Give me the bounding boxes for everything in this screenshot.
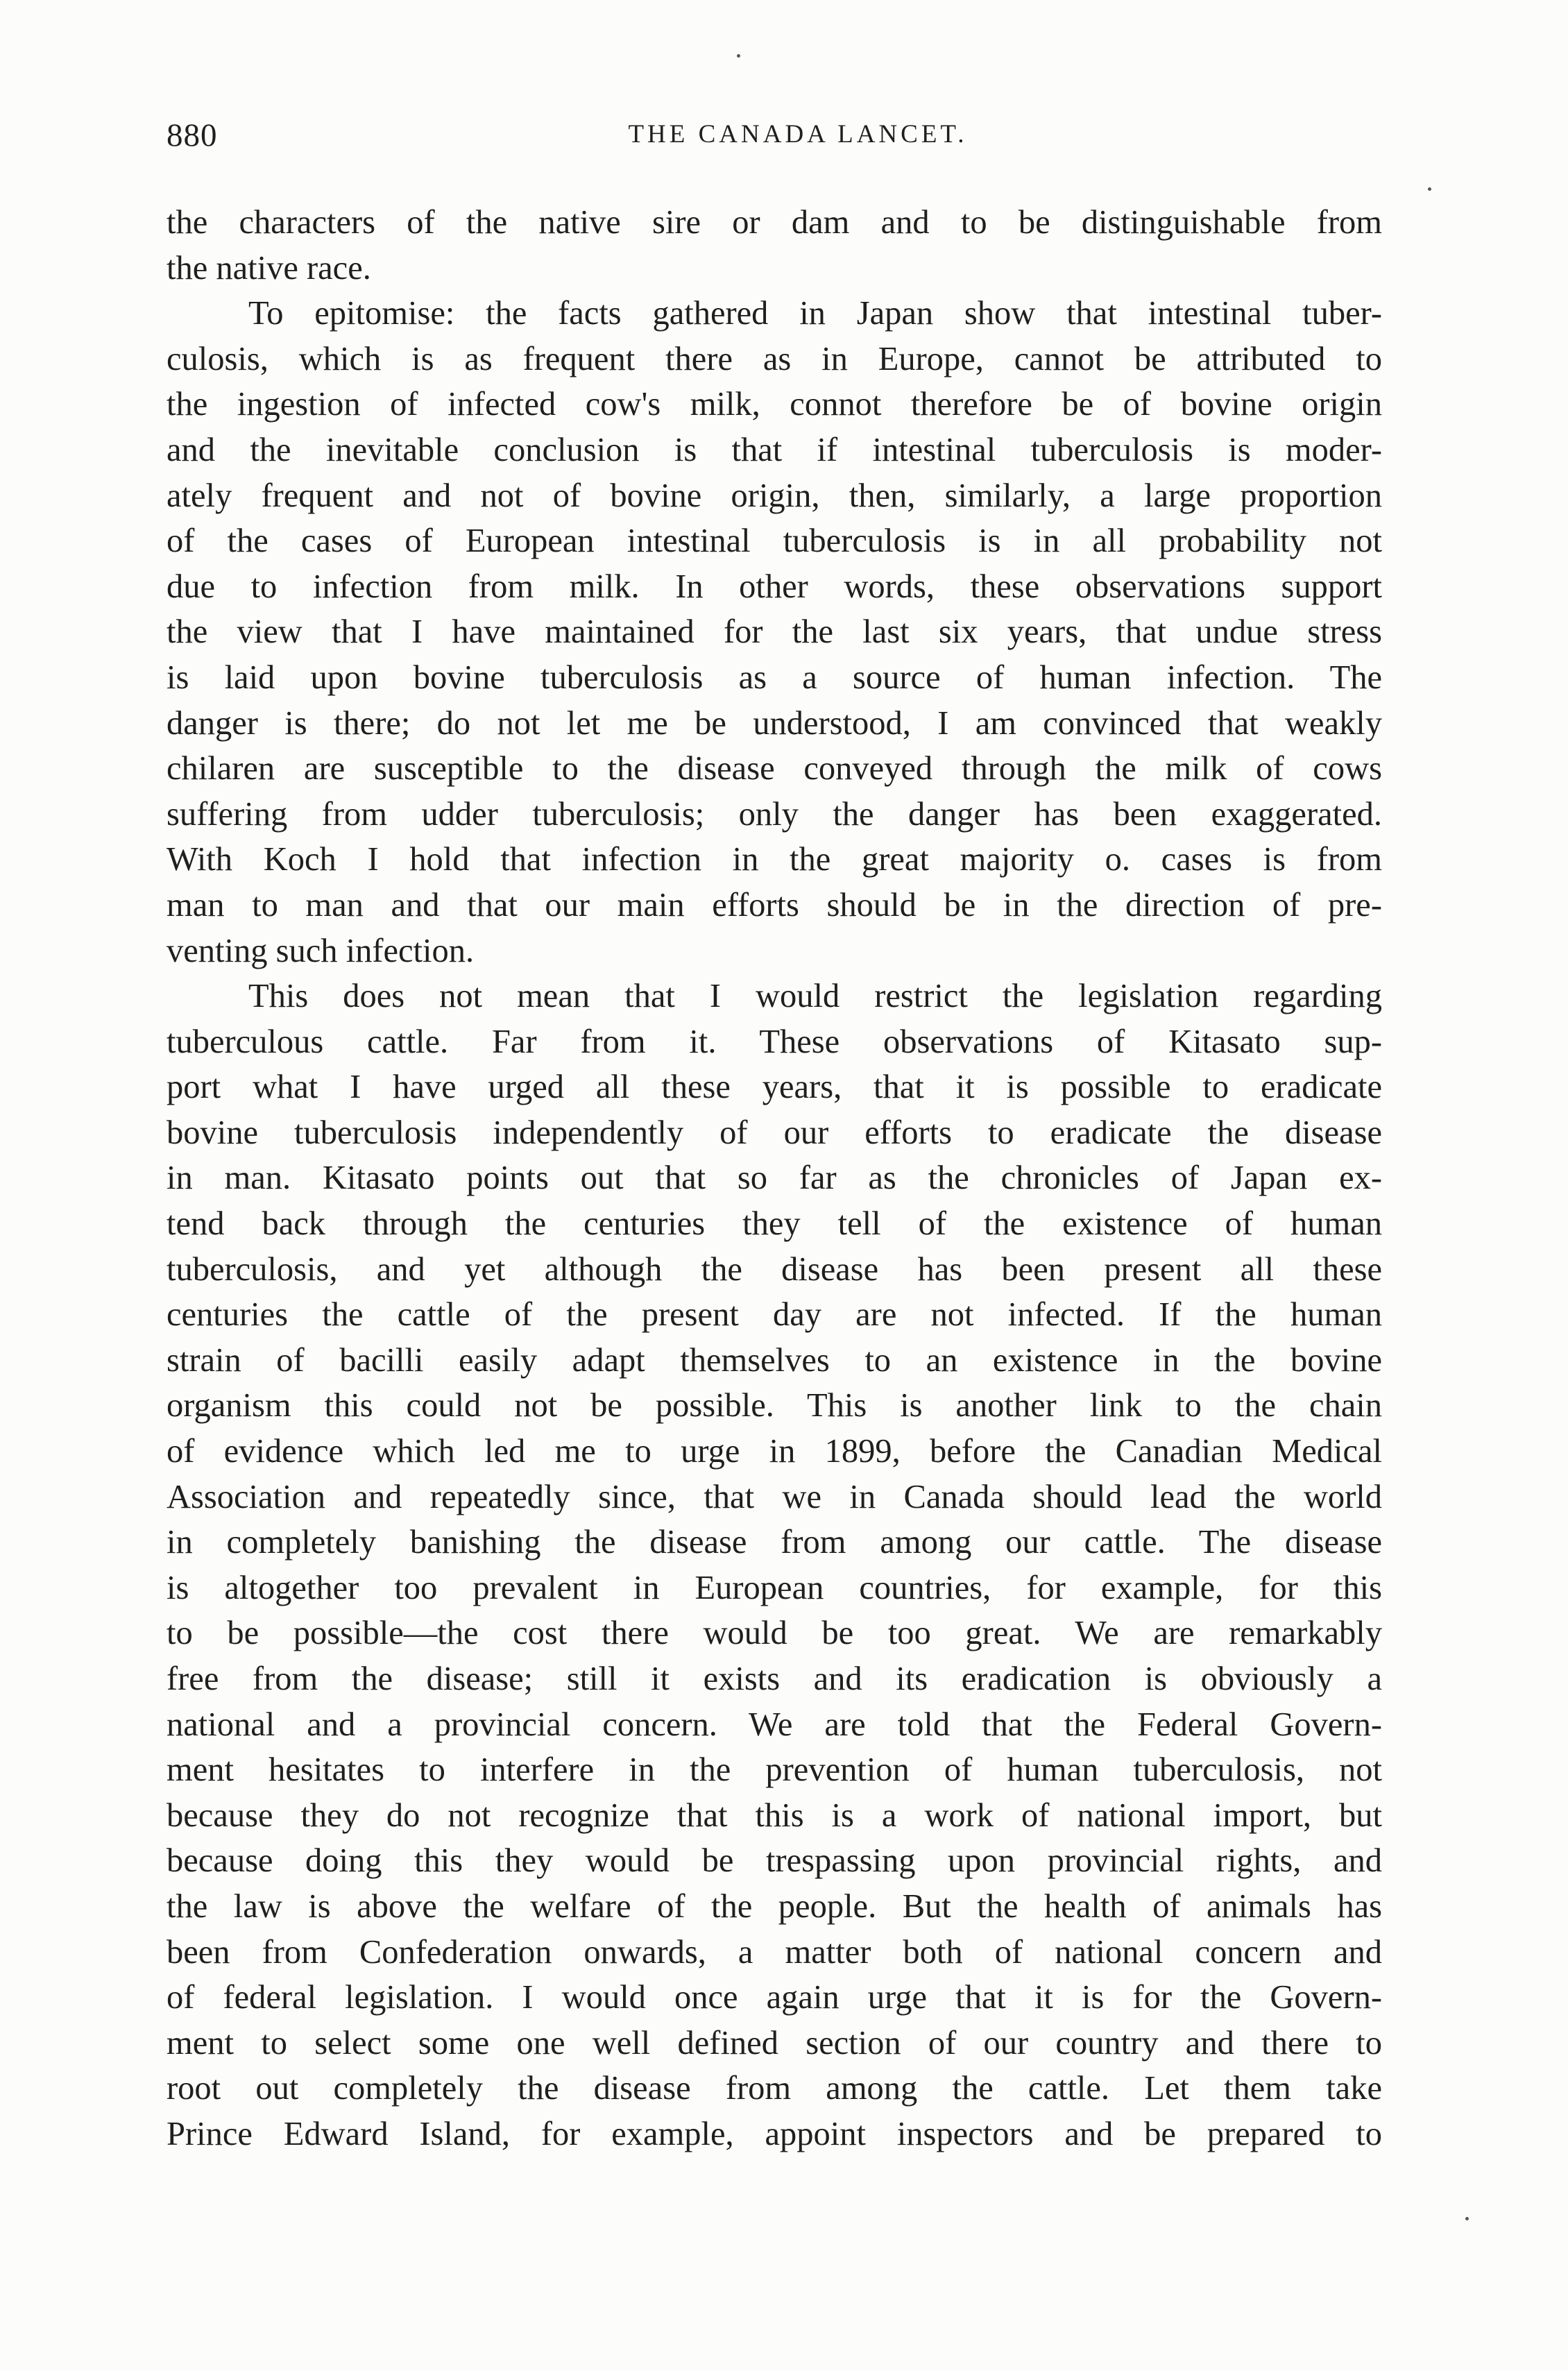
text-line: culosis, which is as frequent there as in Europe, cannot be attributed to: [167, 340, 1382, 377]
text-line: port what I have urged all these years, that it is possible to eradicate: [167, 1069, 1382, 1106]
text-line: This does not mean that I would restrict the legislation regarding: [248, 978, 1382, 1015]
text-line: suffering from udder tuberculosis; only the danger has been exaggerated.: [167, 795, 1382, 833]
text-line: tuberculous cattle. Far from it. These observations of Kitasato sup-: [167, 1023, 1382, 1060]
running-head: THE CANADA LANCET.: [628, 120, 968, 148]
text-line: due to infection from milk. In other words, these observations support: [167, 568, 1382, 605]
text-line: the native race.: [167, 249, 371, 287]
text-line: the characters of the native sire or dam and to be distinguishable from: [167, 204, 1382, 241]
text-line: and the inevitable conclusion is that if intestinal tuberculosis is moder-: [167, 431, 1382, 468]
text-line: To epitomise: the facts gathered in Japan show that intestinal tuber-: [248, 295, 1382, 332]
text-line: is altogether too prevalent in European countries, for example, for this: [167, 1569, 1382, 1606]
text-line: to be possible—the cost there would be too great. We are remarkably: [167, 1615, 1382, 1652]
text-line: the ingestion of infected cow's milk, connot therefore be of bovine origin: [167, 386, 1382, 423]
text-line: because they do not recognize that this is a work of national import, but: [167, 1796, 1382, 1834]
text-line: ately frequent and not of bovine origin, then, similarly, a large proportion: [167, 477, 1382, 514]
text-line: is laid upon bovine tuberculosis as a source of human infection. The: [167, 658, 1382, 696]
text-line: in man. Kitasato points out that so far as the chronicles of Japan ex-: [167, 1159, 1382, 1197]
speck-mark: [1465, 2217, 1469, 2220]
text-line: ment hesitates to interfere in the prevention of human tuberculosis, not: [167, 1751, 1382, 1789]
text-line: ment to select some one well defined section of our country and there to: [167, 2024, 1382, 2062]
text-line: free from the disease; still it exists and its eradication is obviously a: [167, 1660, 1382, 1697]
text-line: venting such infection.: [167, 932, 475, 969]
text-line: in completely banishing the disease from among our cattle. The disease: [167, 1524, 1382, 1561]
text-line: of evidence which led me to urge in 1899, before the Canadian Medical: [167, 1433, 1382, 1470]
text-line: the law is above the welfare of the people. But the health of animals has: [167, 1887, 1382, 1925]
text-line: root out completely the disease from among the cattle. Let them take: [167, 2070, 1382, 2107]
text-line: tuberculosis, and yet although the disease has been present all these: [167, 1250, 1382, 1288]
text-line: strain of bacilli easily adapt themselves to an existence in the bovine: [167, 1341, 1382, 1379]
text-line: Association and repeatedly since, that we in Canada should lead the world: [167, 1478, 1382, 1515]
speck-mark: [1428, 187, 1431, 191]
text-line: centuries the cattle of the present day are not infected. If the human: [167, 1296, 1382, 1334]
text-line: of federal legislation. I would once again urge that it is for the Govern-: [167, 1979, 1382, 2016]
text-line: national and a provincial concern. We are told that the Federal Govern-: [167, 1706, 1382, 1743]
text-line: danger is there; do not let me be understood, I am convinced that weakly: [167, 704, 1382, 742]
text-line: been from Confederation onwards, a matter both of national concern and: [167, 1933, 1382, 1971]
article-body: [167, 200, 1382, 2157]
page-number: 880: [167, 117, 218, 153]
text-line: the view that I have maintained for the last six years, that undue stress: [167, 613, 1382, 651]
text-line: because doing this they would be trespassing upon provincial rights, and: [167, 1842, 1382, 1880]
text-line: Prince Edward Island, for example, appoint inspectors and be prepared to: [167, 2115, 1382, 2152]
text-line: tend back through the centuries they tell of the existence of human: [167, 1205, 1382, 1243]
text-line: of the cases of European intestinal tuberculosis is in all probability not: [167, 522, 1382, 560]
text-line: chilaren are susceptible to the disease conveyed through the milk of cows: [167, 750, 1382, 788]
text-line: With Koch I hold that infection in the great majority o. cases is from: [167, 841, 1382, 878]
text-line: man to man and that our main efforts should be in the direction of pre-: [167, 886, 1382, 924]
speck-mark: [737, 54, 740, 58]
text-line: bovine tuberculosis independently of our efforts to eradicate the disease: [167, 1114, 1382, 1151]
text-line: organism this could not be possible. This is another link to the chain: [167, 1387, 1382, 1425]
page-header: [167, 117, 1374, 158]
